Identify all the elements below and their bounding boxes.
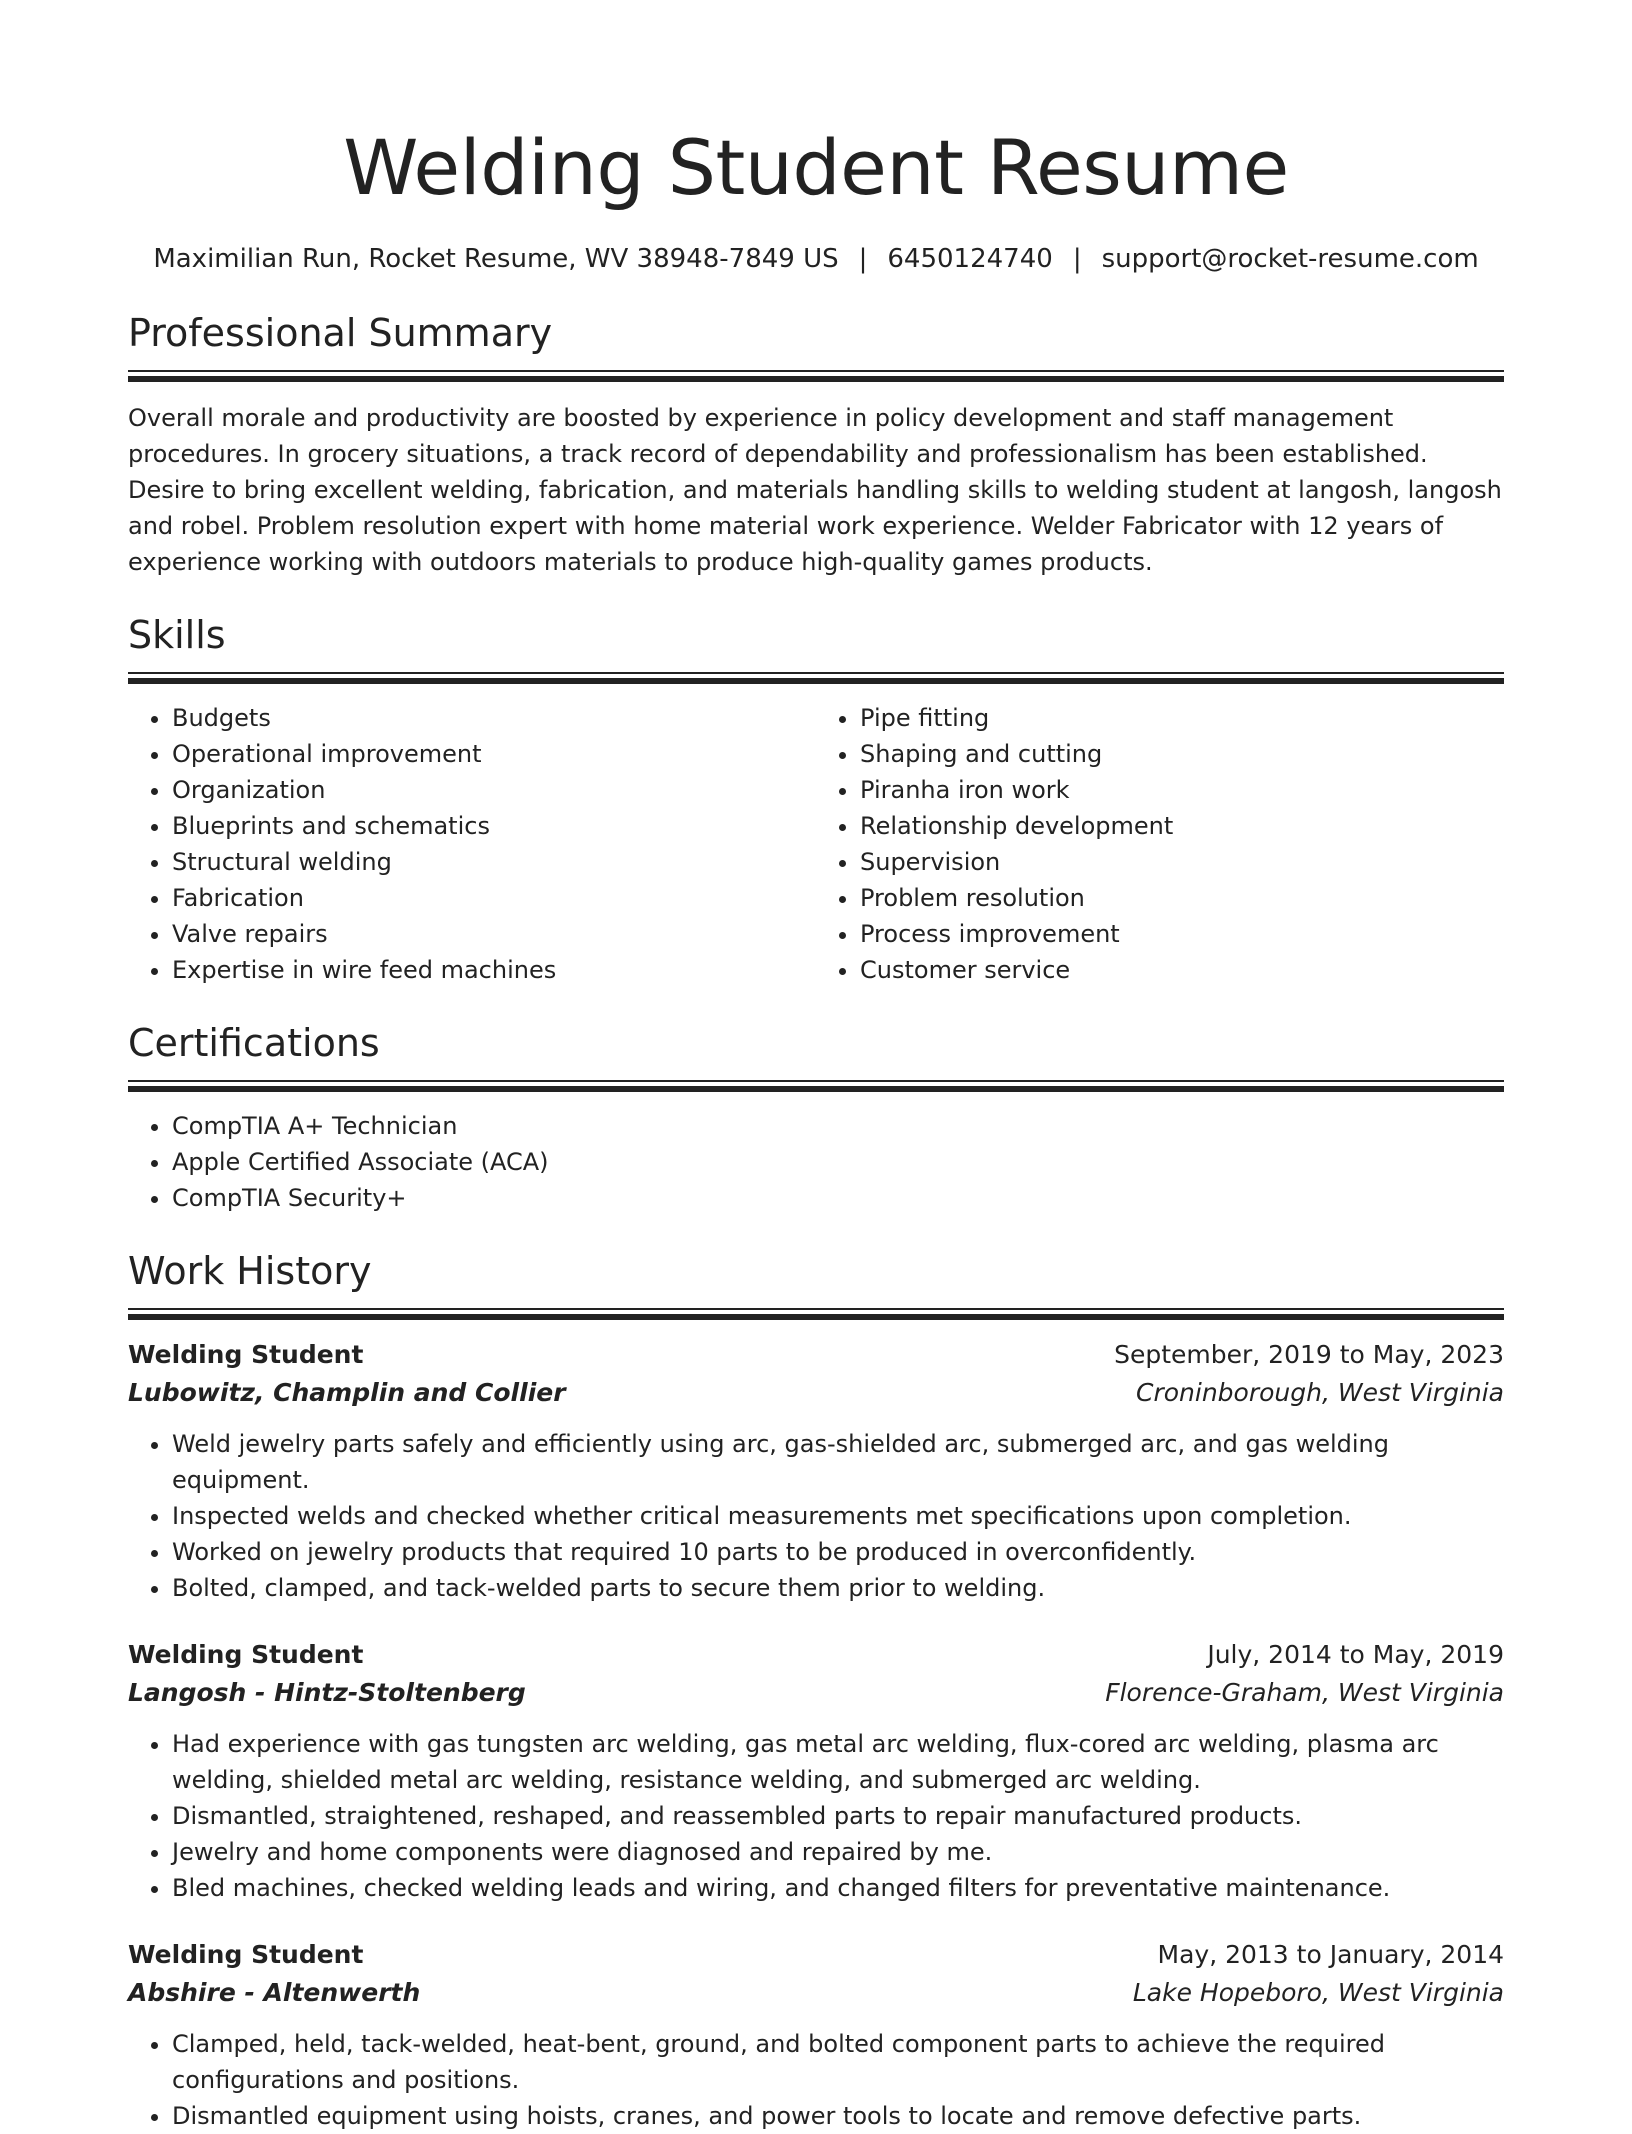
skill-item: • Fabrication	[172, 880, 816, 916]
work-history-section	[128, 1246, 1504, 2134]
skills-section	[128, 610, 1504, 988]
certification-item: • Apple Certified Associate (ACA)	[172, 1144, 1504, 1180]
skill-item: • Structural welding	[172, 844, 816, 880]
section-divider	[128, 1308, 1504, 1318]
job-entry	[128, 1936, 1504, 2134]
certification-item: • CompTIA Security+	[172, 1180, 1504, 1216]
job-duty: • Jewelry and home components were diagnosed and repaired by me.	[172, 1834, 1504, 1870]
job-duty: • Inspected welds and checked whether critical measurements met specifications upon completion.	[172, 1498, 1504, 1534]
skill-item: • Shaping and cutting	[860, 736, 1504, 772]
contact-separator: |	[858, 244, 868, 274]
job-duty: • Bolted, clamped, and tack-welded parts to secure them prior to welding.	[172, 1570, 1504, 1606]
job-duty: • Dismantled, straightened, reshaped, and reassembled parts to repair manufactured products.	[172, 1798, 1504, 1834]
skills-heading: Skills	[128, 613, 226, 657]
job-location: Croninborough, West Virginia	[1136, 1378, 1504, 1407]
skill-item: • Operational improvement	[172, 736, 816, 772]
job-header-row	[128, 1936, 1504, 1974]
skill-item: • Customer service	[860, 952, 1504, 988]
job-duty: • Had experience with gas tungsten arc welding, gas metal arc welding, flux-cored arc welding, plasma arc welding, shielded metal arc welding, resistance welding, and submerged arc welding.	[172, 1726, 1504, 1798]
skills-list-left	[128, 700, 816, 988]
job-title: Welding Student	[128, 1340, 364, 1369]
job-duties-list	[128, 2026, 1504, 2134]
skill-item: • Budgets	[172, 700, 816, 736]
resume-title: Welding Student Resume	[343, 123, 1289, 212]
job-company-row	[128, 1974, 1504, 2012]
job-title: Welding Student	[128, 1940, 364, 1969]
summary-text: Overall morale and productivity are boosted by experience in policy development and staff management procedures. In grocery situations, a track record of dependability and professionalism has been established. Desire to bring excellent welding, fabrication, and materials handling skills to welding student at langosh, langosh and robel. Problem resolution expert with home material work experience. Welder Fabricator with 12 years of experience working with outdoors materials to produce high-quality games products.	[128, 404, 1502, 576]
skill-item: • Piranha iron work	[860, 772, 1504, 808]
skill-item: • Organization	[172, 772, 816, 808]
skill-item: • Relationship development	[860, 808, 1504, 844]
job-duty: • Clamped, held, tack-welded, heat-bent, ground, and bolted component parts to achieve the required configurations and positions.	[172, 2026, 1504, 2098]
certification-item: • CompTIA A+ Technician	[172, 1108, 1504, 1144]
job-company-row	[128, 1374, 1504, 1412]
section-divider	[128, 672, 1504, 682]
job-entry	[128, 1636, 1504, 1906]
job-company: Lubowitz, Champlin and Collier	[128, 1378, 566, 1407]
skill-item: • Problem resolution	[860, 880, 1504, 916]
job-dates: July, 2014 to May, 2019	[1207, 1640, 1504, 1669]
job-title: Welding Student	[128, 1640, 364, 1669]
job-entry	[128, 1336, 1504, 1606]
skill-item: • Valve repairs	[172, 916, 816, 952]
skill-item: • Pipe fitting	[860, 700, 1504, 736]
job-location: Lake Hopeboro, West Virginia	[1132, 1978, 1504, 2007]
job-duty: • Bled machines, checked welding leads and wiring, and changed filters for preventative maintenance.	[172, 1870, 1504, 1906]
job-header-row	[128, 1336, 1504, 1374]
summary-heading: Professional Summary	[128, 311, 553, 355]
skill-item: • Process improvement	[860, 916, 1504, 952]
certifications-list	[128, 1108, 1504, 1216]
contact-address: Maximilian Run, Rocket Resume, WV 38948-7849 US	[153, 244, 839, 274]
job-location: Florence-Graham, West Virginia	[1105, 1678, 1504, 1707]
job-dates: September, 2019 to May, 2023	[1114, 1340, 1504, 1369]
contact-line	[128, 242, 1504, 276]
contact-phone: 6450124740	[887, 244, 1053, 274]
summary-section	[128, 308, 1504, 580]
job-company: Langosh - Hintz-Stoltenberg	[128, 1678, 526, 1707]
skill-item: • Supervision	[860, 844, 1504, 880]
contact-separator: |	[1072, 244, 1082, 274]
job-duty: • Worked on jewelry products that required 10 parts to be produced in overconfidently.	[172, 1534, 1504, 1570]
job-duty: • Dismantled equipment using hoists, cranes, and power tools to locate and remove defective parts.	[172, 2098, 1504, 2134]
work-history-heading: Work History	[128, 1249, 372, 1293]
job-header-row	[128, 1636, 1504, 1674]
skill-item: • Expertise in wire feed machines	[172, 952, 816, 988]
job-duties-list	[128, 1726, 1504, 1906]
job-company: Abshire - Altenwerth	[128, 1978, 421, 2007]
job-company-row	[128, 1674, 1504, 1712]
contact-email: support@rocket-resume.com	[1101, 244, 1479, 274]
section-divider	[128, 1080, 1504, 1090]
skills-list-right	[816, 700, 1504, 988]
section-divider	[128, 370, 1504, 380]
skills-grid	[128, 682, 1504, 988]
certifications-section	[128, 1018, 1504, 1216]
job-dates: May, 2013 to January, 2014	[1157, 1940, 1504, 1969]
job-duties-list	[128, 1426, 1504, 1606]
certifications-heading: Certifications	[128, 1021, 380, 1065]
skill-item: • Blueprints and schematics	[172, 808, 816, 844]
job-duty: • Weld jewelry parts safely and efficiently using arc, gas-shielded arc, submerged arc, and gas welding equipment.	[172, 1426, 1504, 1498]
